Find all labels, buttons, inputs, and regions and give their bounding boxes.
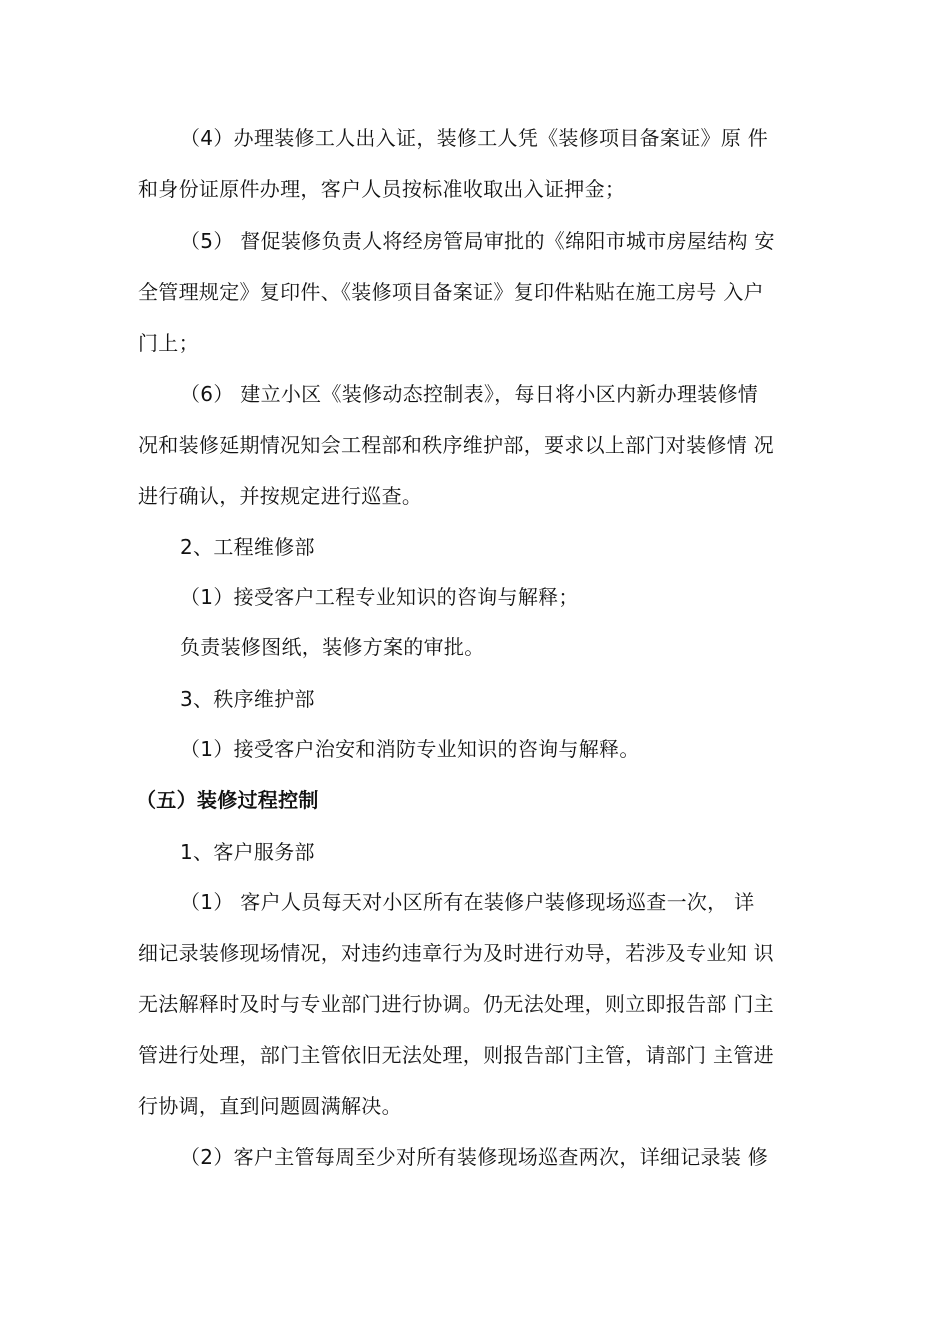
text-span: 况和装修延期情况知会工程部和秩序维护部，要求以上部门对装修情 况 [138, 433, 774, 457]
paragraph-line-item-5-middle [138, 278, 816, 306]
section-heading-customer-service [180, 838, 315, 866]
paragraph-line-cs-1-line4 [138, 1041, 816, 1069]
paragraph-line-cs-1-start [180, 888, 816, 916]
paragraph-line-cs-1-end [138, 1092, 402, 1120]
chapter-heading-process-control [136, 786, 319, 814]
text-span: （5） 督促装修负责人将经房管局审批的《绵阳市城市房屋结构 安 [180, 229, 775, 253]
text-span: （五）装修过程控制 [136, 788, 319, 812]
text-span: 细记录装修现场情况，对违约违章行为及时进行劝导，若涉及专业知 识 [138, 941, 774, 965]
text-span: 负责装修图纸，装修方案的审批。 [180, 635, 485, 659]
paragraph-line-item-6-end [138, 482, 422, 510]
text-span: 1、客户服务部 [180, 840, 315, 864]
text-span: 3、秩序维护部 [180, 687, 315, 711]
paragraph-line-cs-1-line3 [138, 990, 816, 1018]
text-span: 2、工程维修部 [180, 535, 315, 559]
text-span: （6） 建立小区《装修动态控制表》，每日将小区内新办理装修情 [180, 382, 759, 406]
paragraph-line-item-6-start [180, 380, 816, 408]
paragraph-line-item-4-start [180, 124, 816, 152]
text-span: 门上； [138, 331, 199, 355]
paragraph-line-cs-2-start [180, 1143, 816, 1171]
paragraph-line-engineering-1 [180, 583, 579, 611]
paragraph-line-security-1 [180, 735, 640, 763]
text-span: （4）办理装修工人出入证，装修工人凭《装修项目备案证》原 件 [180, 126, 769, 150]
text-span: 全管理规定》复印件、《装修项目备案证》复印件粘贴在施工房号 入户 [138, 280, 764, 304]
paragraph-line-engineering-2 [180, 633, 485, 661]
text-span: （1）接受客户治安和消防专业知识的咨询与解释。 [180, 737, 640, 761]
section-heading-security [180, 685, 315, 713]
text-span: （2）客户主管每周至少对所有装修现场巡查两次，详细记录装 修 [180, 1145, 769, 1169]
text-span: 和身份证原件办理，客户人员按标准收取出入证押金； [138, 177, 626, 201]
text-span: 无法解释时及时与专业部门进行协调。仍无法处理，则立即报告部 门主 [138, 992, 774, 1016]
paragraph-line-cs-1-line2 [138, 939, 816, 967]
text-span: （1） 客户人员每天对小区所有在装修户装修现场巡查一次， 详 [180, 890, 755, 914]
paragraph-line-item-4-end [138, 175, 625, 203]
paragraph-line-item-6-middle [138, 431, 816, 459]
text-span: 进行确认，并按规定进行巡查。 [138, 484, 423, 508]
text-span: （1）接受客户工程专业知识的咨询与解释； [180, 585, 579, 609]
paragraph-line-item-5-start [180, 227, 816, 255]
paragraph-line-item-5-end [138, 329, 199, 357]
section-heading-engineering [180, 533, 315, 561]
text-span: 管进行处理，部门主管依旧无法处理，则报告部门主管，请部门 主管进 [138, 1043, 774, 1067]
text-span: 行协调，直到问题圆满解决。 [138, 1094, 402, 1118]
